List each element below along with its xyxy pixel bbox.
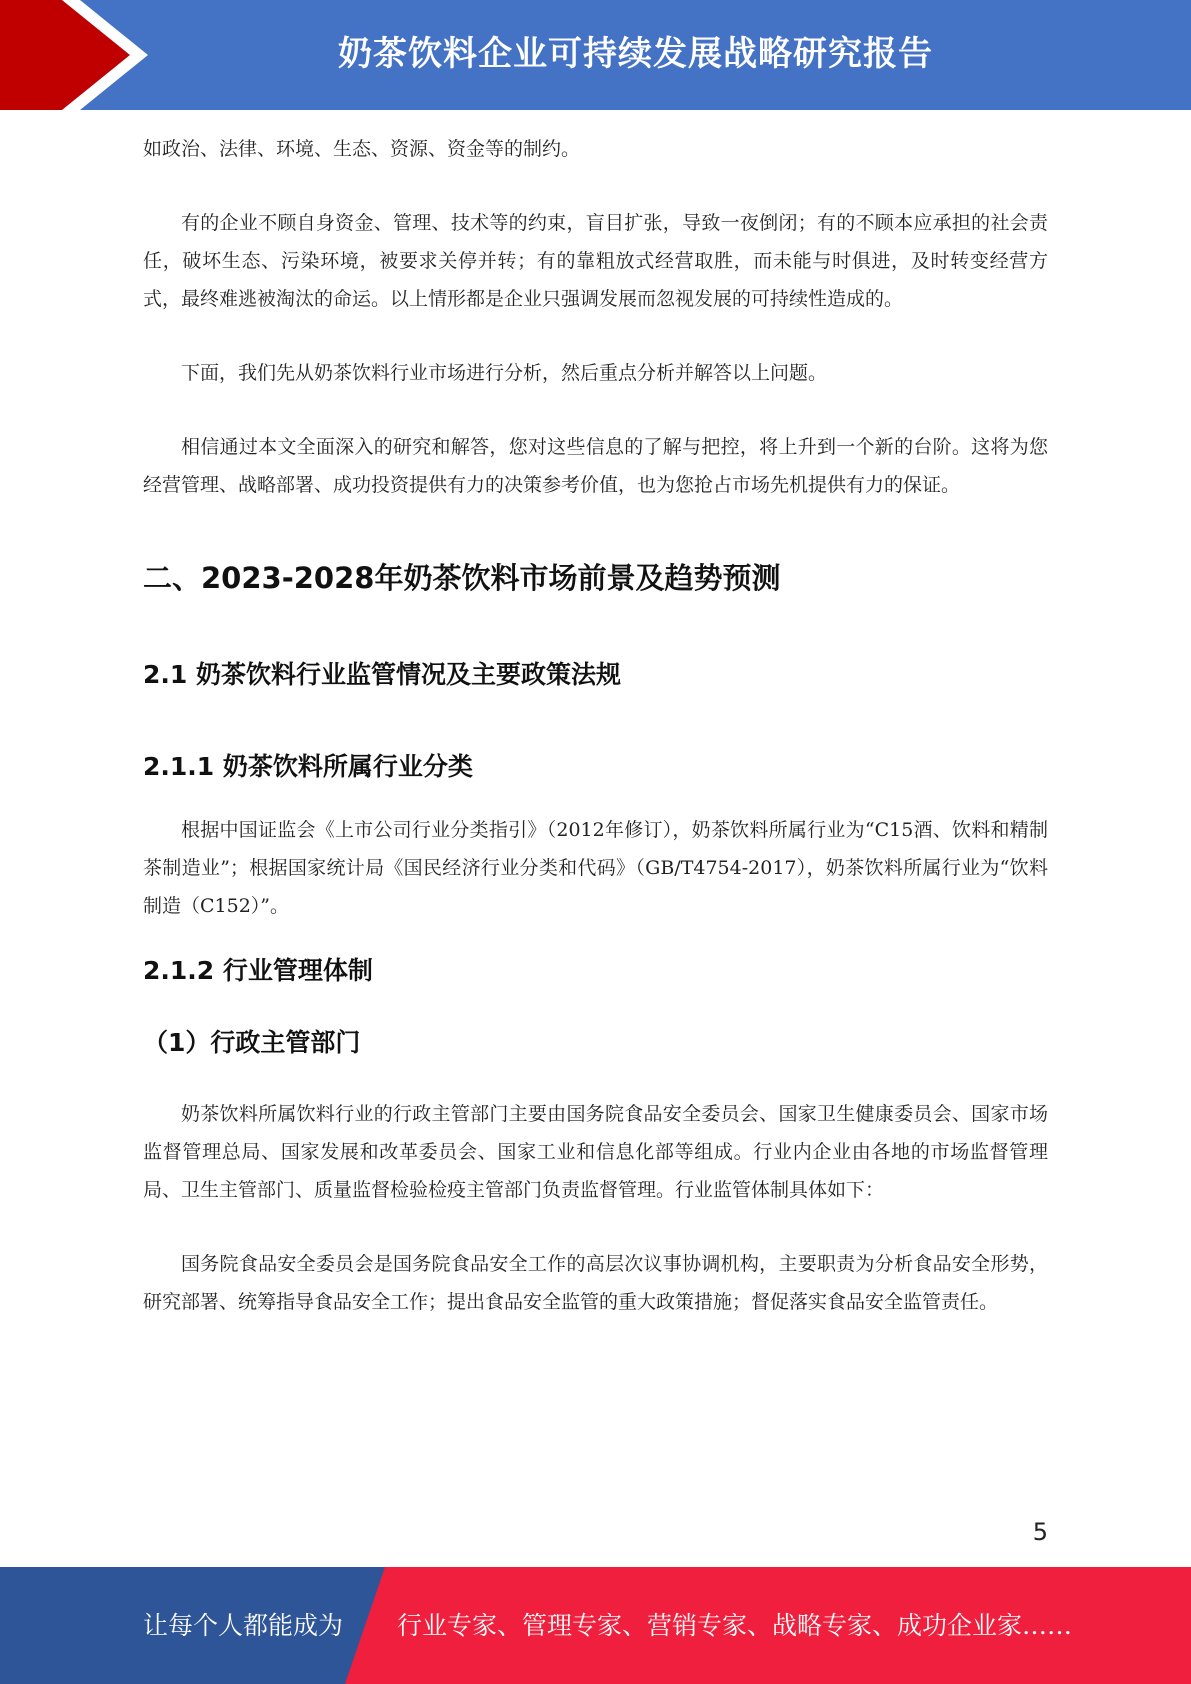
paragraph: 下面，我们先从奶茶饮料行业市场进行分析，然后重点分析并解答以上问题。 bbox=[181, 362, 828, 384]
paragraph: 如政治、法律、环境、生态、资源、资金等的制约。 bbox=[143, 138, 581, 160]
subsection-heading: 2.1.2 行业管理体制 bbox=[143, 956, 373, 985]
paragraph: 有的企业不顾自身资金、管理、技术等的约束，盲目扩张，导致一夜倒闭；有的不顾本应承担的社会责任，破坏生态、污染环境，被要求关停并转；有的靠粗放式经营取胜，而未能与时俱进，及时转变经营方式，最终难逃被淘汰的命运。以上情形都是企业只强调发展而忽视发展的可持续性造成的。 bbox=[143, 212, 1048, 310]
paragraph: 国务院食品安全委员会是国务院食品安全工作的高层次议事协调机构，主要职责为分析食品安全形势，研究部署、统筹指导食品安全工作；提出食品安全监管的重大政策措施；督促落实食品安全监管责任。 bbox=[143, 1253, 1048, 1313]
header-title: 奶茶饮料企业可持续发展战略研究报告 bbox=[338, 34, 933, 74]
paragraph: 相信通过本文全面深入的研究和解答，您对这些信息的了解与把控，将上升到一个新的台阶。这将为您经营管理、战略部署、成功投资提供有力的决策参考价值，也为您抢占市场先机提供有力的保证。 bbox=[143, 436, 1048, 496]
paragraph: 根据中国证监会《上市公司行业分类指引》（2012年修订），奶茶饮料所属行业为“C15酒、饮料和精制茶制造业”；根据国家统计局《国民经济行业分类和代码》（GB/T4754-2017），奶茶饮料所属行业为“饮料制造（C152）”。 bbox=[143, 819, 1048, 917]
subsection-heading: 2.1 奶茶饮料行业监管情况及主要政策法规 bbox=[143, 660, 621, 689]
paragraph: 奶茶饮料所属饮料行业的行政主管部门主要由国务院食品安全委员会、国家卫生健康委员会、国家市场监督管理总局、国家发展和改革委员会、国家工业和信息化部等组成。行业内企业由各地的市场监督管理局、卫生主管部门、质量监督检验检疫主管部门负责监督管理。行业监管体制具体如下： bbox=[143, 1103, 1048, 1201]
footer-slogan-left: 让每个人都能成为 bbox=[143, 1611, 344, 1640]
document-body bbox=[143, 130, 1048, 1321]
page-footer bbox=[0, 1567, 1191, 1684]
page-number: 5 bbox=[1032, 1518, 1048, 1546]
page-header bbox=[0, 0, 1191, 110]
subsection-heading: 2.1.1 奶茶饮料所属行业分类 bbox=[143, 752, 473, 781]
section-heading: 二、2023-2028年奶茶饮料市场前景及趋势预测 bbox=[143, 561, 781, 595]
footer-slogan-right: 行业专家、管理专家、营销专家、战略专家、成功企业家…… bbox=[397, 1611, 1073, 1640]
sub-heading: （1）行政主管部门 bbox=[143, 1028, 361, 1057]
